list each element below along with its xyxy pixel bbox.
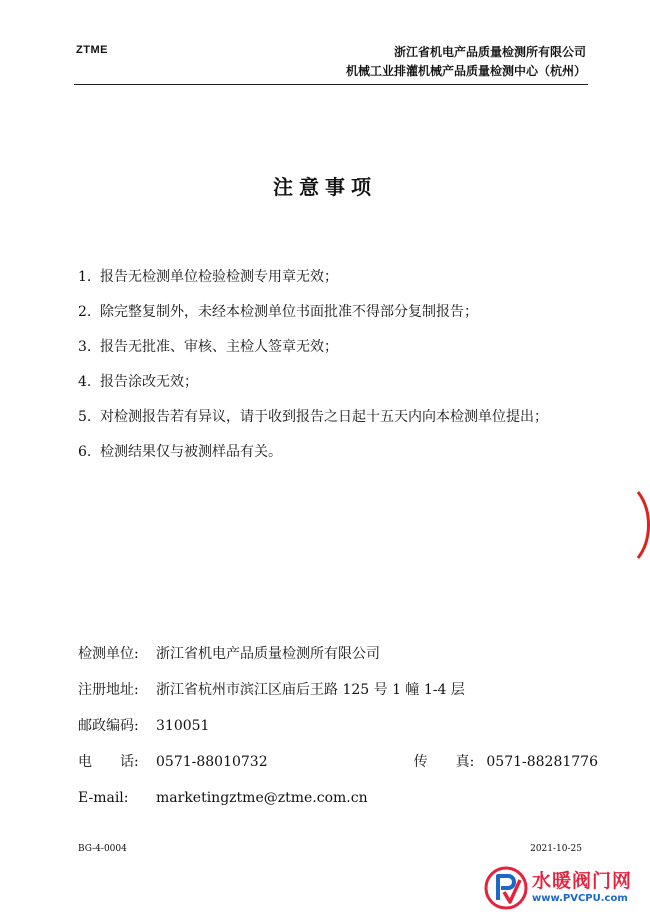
address-row xyxy=(78,672,598,708)
phone-value: 0571-88010732 xyxy=(156,754,268,770)
page-title: 注意事项 xyxy=(273,175,377,199)
unit-label: 检测单位: xyxy=(78,646,139,662)
note-text: 对检测报告若有异议，请于收到报告之日起十五天内向本检测单位提出； xyxy=(100,409,548,425)
email-row xyxy=(78,780,598,816)
contact-info xyxy=(78,636,598,816)
note-text: 报告涂改无效； xyxy=(100,374,198,390)
seal-arc xyxy=(638,492,649,558)
footer-date: 2021-10-25 xyxy=(530,844,582,854)
fax-group xyxy=(414,744,598,780)
note-number: 6. xyxy=(78,444,92,460)
note-number: 2. xyxy=(78,304,92,320)
watermark-text xyxy=(532,869,633,904)
header-divider xyxy=(74,84,588,85)
email-value: marketingztme@ztme.com.cn xyxy=(156,790,368,806)
note-text: 除完整复制外，未经本检测单位书面批准不得部分复制报告； xyxy=(100,304,478,320)
watermark-logo-icon xyxy=(484,866,528,910)
note-number: 4. xyxy=(78,374,92,390)
watermark-url: www.PVCPU.com xyxy=(532,892,628,904)
header-org-line1: 浙江省机电产品质量检测所有限公司 xyxy=(393,45,586,59)
unit-row xyxy=(78,636,598,672)
postcode-label: 邮政编码: xyxy=(78,718,139,734)
postcode-value: 310051 xyxy=(156,718,210,734)
note-item xyxy=(78,435,598,470)
watermark-name: 水暖阀门网 xyxy=(532,869,633,892)
header-organization xyxy=(346,43,586,81)
note-item xyxy=(78,365,598,400)
notes-list xyxy=(78,260,598,470)
address-value: 浙江省杭州市滨江区庙后王路 125 号 1 幢 1-4 层 xyxy=(156,682,465,698)
fax-label: 传 真: xyxy=(413,754,475,770)
phone-label: 电 话: xyxy=(78,754,139,770)
address-label: 注册地址: xyxy=(78,682,139,698)
note-item xyxy=(78,330,598,365)
note-item xyxy=(78,400,598,435)
phone-row xyxy=(78,744,598,780)
note-item xyxy=(78,295,598,330)
unit-value: 浙江省机电产品质量检测所有限公司 xyxy=(156,646,380,662)
header-org-line2: 机械工业排灌机械产品质量检测中心（杭州） xyxy=(345,64,586,78)
email-label: E-mail: xyxy=(78,790,129,806)
watermark xyxy=(484,866,644,910)
note-number: 1. xyxy=(78,269,92,285)
note-item xyxy=(78,260,598,295)
note-text: 报告无批准、审核、主检人签章无效； xyxy=(100,339,338,355)
note-number: 3. xyxy=(78,339,92,355)
seal-edge-mark xyxy=(636,490,650,560)
postcode-row xyxy=(78,708,598,744)
note-text: 报告无检测单位检验检测专用章无效； xyxy=(100,269,338,285)
footer-doc-code: BG-4-0004 xyxy=(78,844,127,854)
note-text: 检测结果仅与被测样品有关。 xyxy=(100,444,282,460)
header-code: ZTME xyxy=(76,44,108,56)
fax-value: 0571-88281776 xyxy=(486,754,598,770)
note-number: 5. xyxy=(78,409,92,425)
